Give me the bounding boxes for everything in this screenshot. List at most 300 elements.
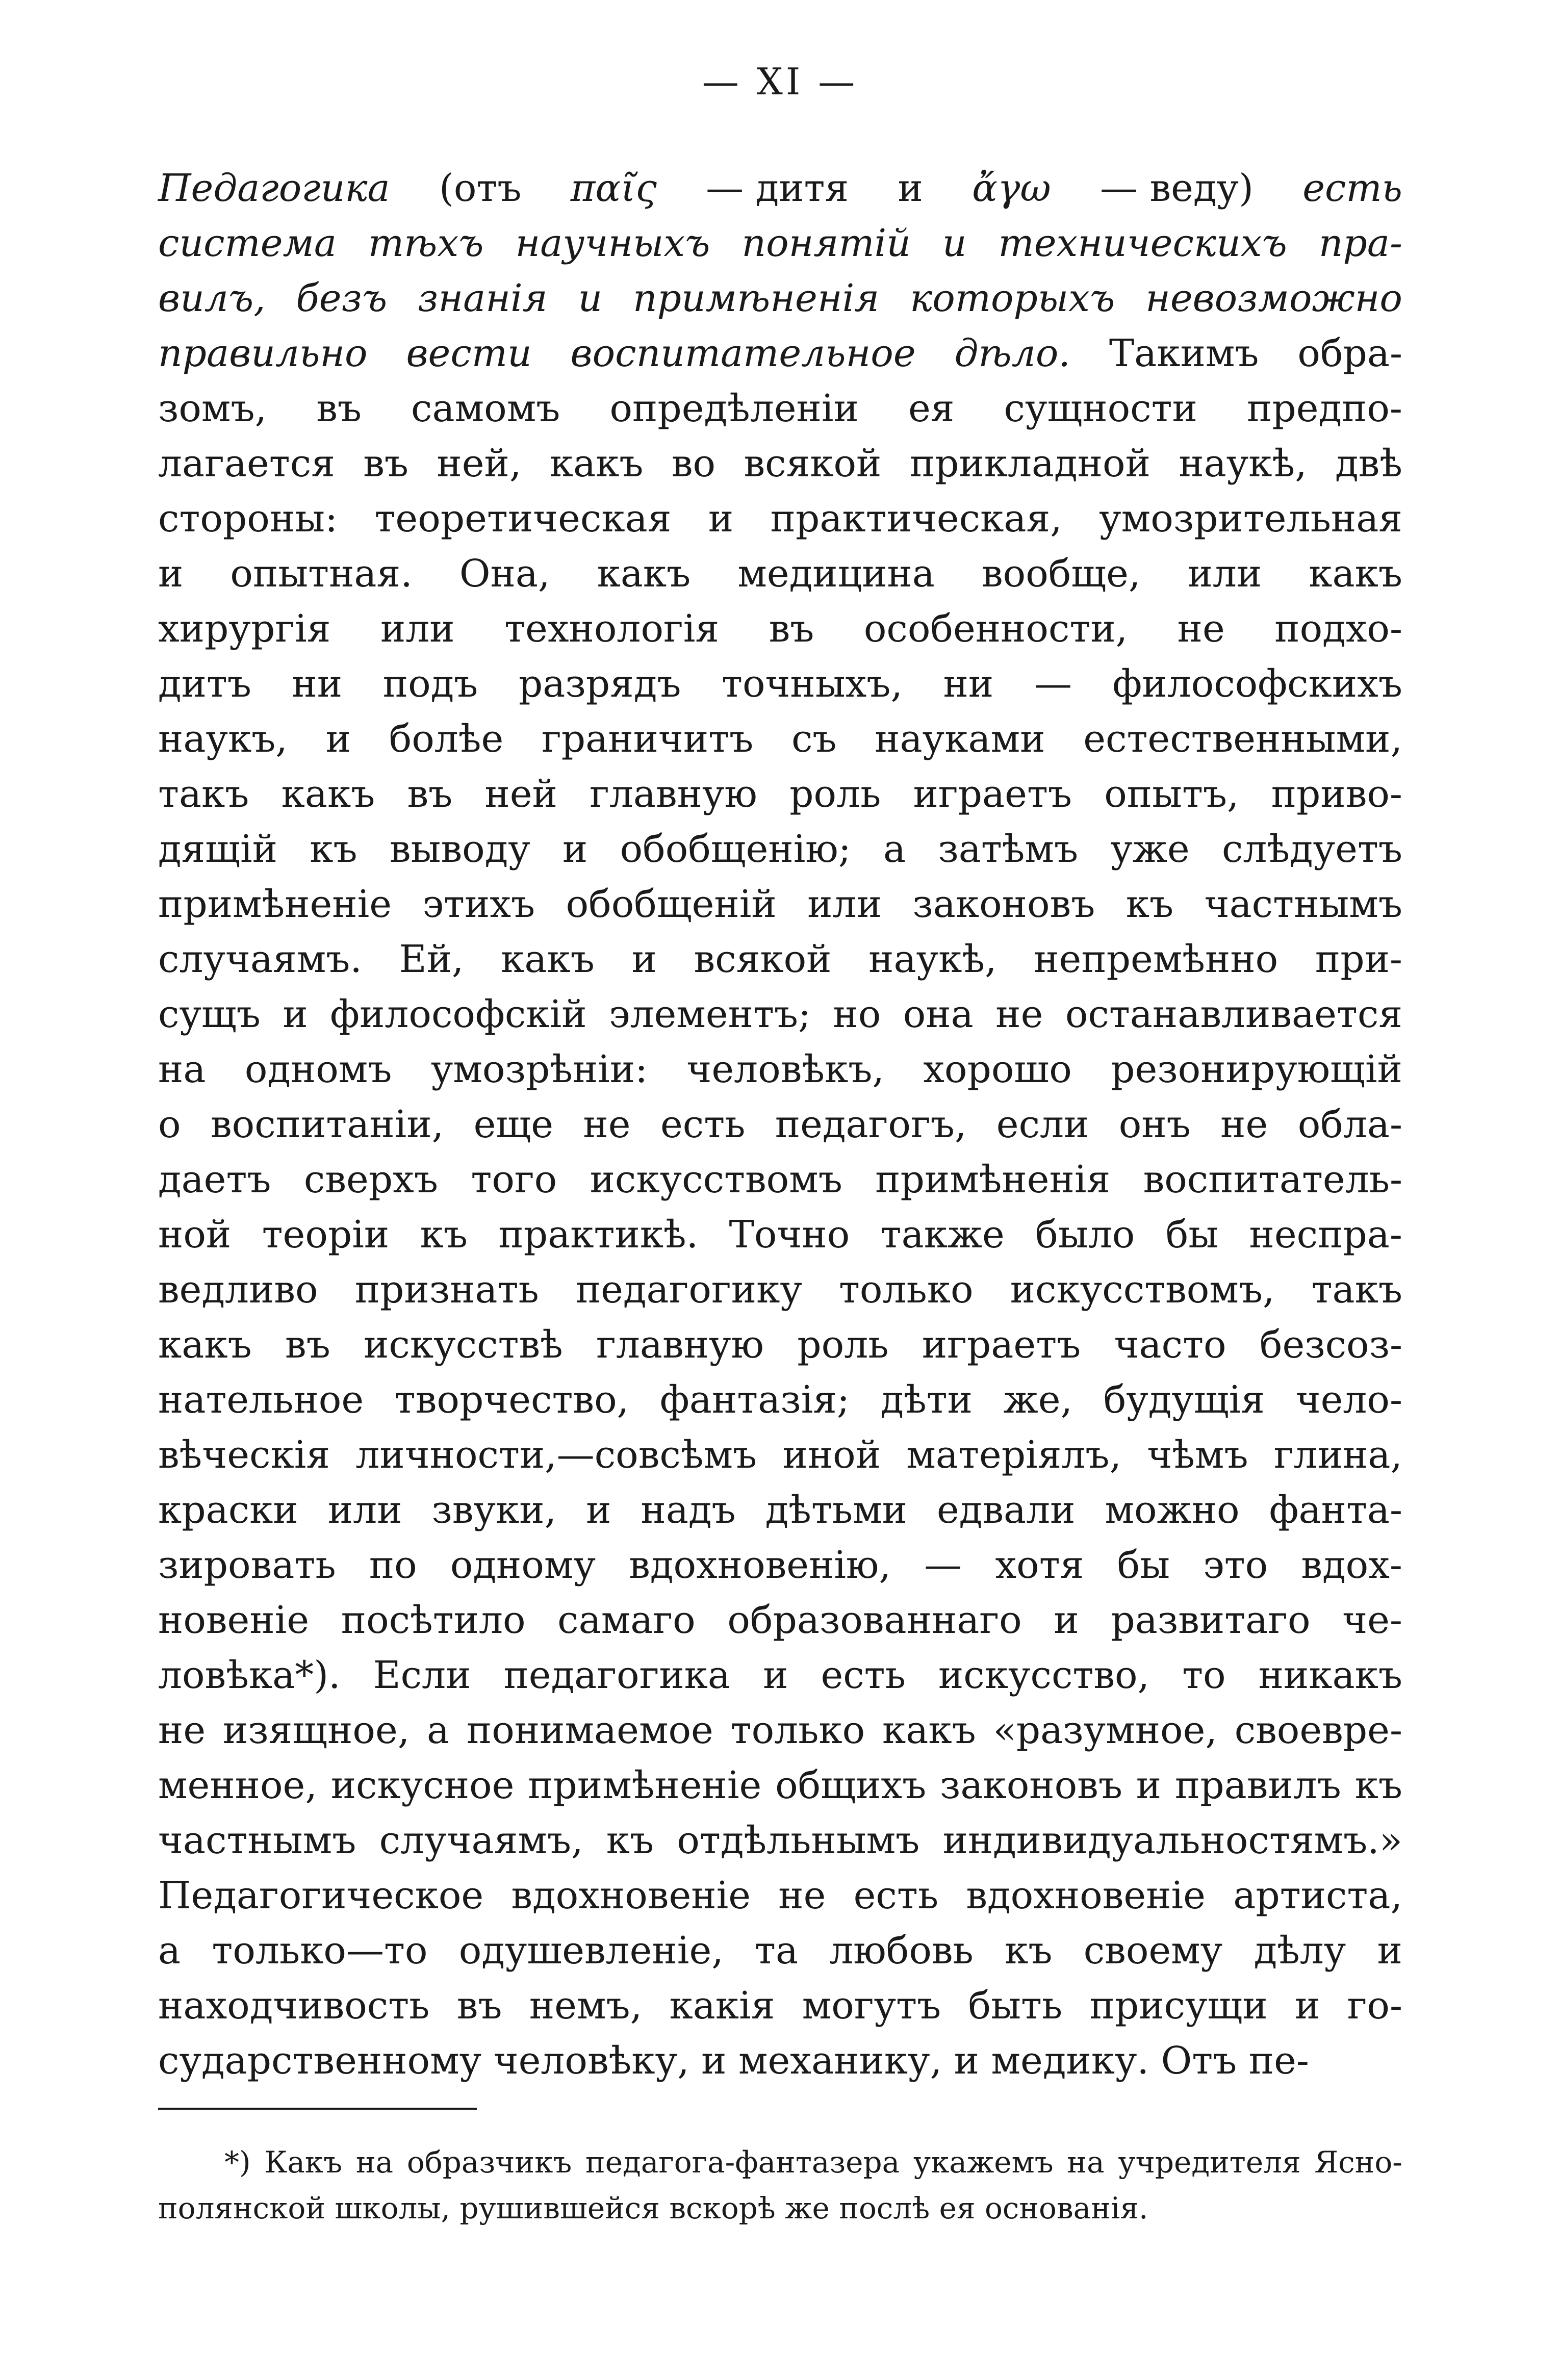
- word: не: [583, 1103, 631, 1146]
- word: опытная.: [230, 552, 413, 596]
- word: и: [562, 827, 588, 871]
- word: посѣтило: [341, 1598, 526, 1642]
- text-line: [158, 601, 1402, 656]
- word: о: [158, 1103, 181, 1146]
- word: законовъ: [940, 1763, 1122, 1807]
- word: — веду): [1099, 166, 1254, 210]
- word: не: [1220, 1103, 1268, 1146]
- word: присущи: [1089, 1984, 1268, 2028]
- word: образчикъ: [406, 2145, 572, 2180]
- word: и: [954, 2039, 991, 2083]
- word: человѣку,: [493, 2039, 702, 2083]
- word: искусствомъ: [590, 1158, 842, 1201]
- word: и: [942, 221, 967, 265]
- word: теоріи: [262, 1213, 390, 1257]
- word: та: [755, 1929, 799, 1973]
- word: какъ: [597, 552, 691, 596]
- text-line: [158, 1482, 1402, 1538]
- word: глина,: [1273, 1433, 1402, 1477]
- word: обра-: [1297, 331, 1402, 375]
- text-line: [158, 2185, 1402, 2231]
- word: не: [995, 992, 1043, 1036]
- word: вдохновеніе: [966, 1874, 1206, 1917]
- text-line: [158, 932, 1402, 987]
- word: или: [327, 1488, 402, 1532]
- word: развитаго: [1111, 1598, 1311, 1642]
- word: любовь: [829, 1929, 974, 1973]
- text-line: [158, 436, 1402, 491]
- word: будущія: [1103, 1378, 1265, 1422]
- word: безъ: [296, 276, 388, 320]
- word: предпо-: [1247, 387, 1402, 430]
- text-line: [158, 711, 1402, 766]
- word: вѣческія: [158, 1433, 330, 1477]
- word: звуки,: [431, 1488, 557, 1532]
- word: и: [586, 1488, 611, 1532]
- word: педагогику: [575, 1268, 802, 1312]
- word: ея: [939, 2191, 985, 2225]
- word: хорошо: [923, 1047, 1072, 1091]
- footnote-separator: [158, 2108, 477, 2110]
- word: Точно: [729, 1213, 850, 1257]
- word: также: [880, 1213, 1005, 1257]
- word: механику,: [738, 2039, 954, 2083]
- word: неспра-: [1249, 1213, 1402, 1257]
- word: она: [903, 992, 974, 1036]
- text-line: [158, 1978, 1402, 2033]
- word: и: [1054, 1598, 1079, 1642]
- word: на: [158, 1047, 206, 1091]
- word: медику.: [991, 2039, 1161, 2083]
- word: пе-: [1248, 2039, 1309, 2083]
- word: но: [833, 992, 881, 1036]
- word: или: [380, 607, 455, 651]
- word: немъ,: [529, 1984, 643, 2028]
- word: въ: [363, 442, 409, 485]
- word: самомъ: [411, 387, 560, 430]
- word: дящій: [158, 827, 278, 871]
- word: научныхъ: [515, 221, 710, 265]
- word: бы: [1165, 1213, 1219, 1257]
- word: самаго: [557, 1598, 696, 1642]
- word: главную: [590, 772, 757, 816]
- word: ной: [158, 1213, 232, 1257]
- word: сущности: [1004, 387, 1197, 430]
- word: часто: [1114, 1323, 1226, 1367]
- word: менное,: [158, 1763, 317, 1807]
- word: граничитъ: [542, 717, 754, 761]
- word: искусство,: [938, 1653, 1150, 1697]
- word: того: [471, 1158, 557, 1201]
- text-line: [158, 1372, 1402, 1427]
- text-line: [158, 987, 1402, 1042]
- word: подхо-: [1274, 607, 1402, 651]
- word: или: [807, 882, 882, 926]
- text-line: [158, 381, 1402, 436]
- word: во: [671, 442, 716, 485]
- word: философскихъ: [1112, 662, 1402, 706]
- word: есть: [821, 1653, 906, 1697]
- word: играетъ: [913, 772, 1072, 816]
- word: какъ: [501, 937, 595, 981]
- word: и: [325, 717, 351, 761]
- word: хирургія: [158, 607, 331, 651]
- word: всякой: [744, 442, 882, 485]
- word: и: [898, 166, 923, 210]
- text-line: [158, 1262, 1402, 1317]
- word: основанія.: [984, 2191, 1148, 2225]
- word: если: [996, 1103, 1089, 1146]
- word: еще: [473, 1103, 553, 1146]
- word: двѣ: [1335, 442, 1402, 485]
- word: отдѣльнымъ: [677, 1819, 920, 1862]
- word: къ: [420, 1213, 468, 1257]
- word: случаямъ,: [379, 1819, 583, 1862]
- word: резонирующій: [1111, 1047, 1402, 1091]
- word: техническихъ: [998, 221, 1287, 265]
- word: практическая,: [770, 497, 1062, 541]
- word: быть: [968, 1984, 1063, 2028]
- word: какъ: [549, 442, 644, 485]
- word: чѣмъ: [1147, 1433, 1248, 1477]
- word: въ: [769, 607, 814, 651]
- word: вдохновенію,: [629, 1543, 891, 1587]
- word: которыхъ: [910, 276, 1115, 320]
- text-line: [158, 2033, 1402, 2088]
- word: учредителя: [1118, 2145, 1301, 2180]
- word: признать: [354, 1268, 539, 1312]
- word: есть: [853, 1874, 939, 1917]
- word: подъ: [382, 662, 478, 706]
- word: и: [1377, 1929, 1402, 1973]
- word: какъ: [158, 1323, 252, 1367]
- word: общихъ: [775, 1763, 927, 1807]
- word: своевре-: [1234, 1708, 1402, 1752]
- word: медицина: [737, 552, 935, 596]
- word: есть: [1302, 166, 1402, 210]
- word: понимаемое: [466, 1708, 713, 1752]
- word: наукѣ,: [1179, 442, 1307, 485]
- word: случаямъ.: [158, 937, 362, 981]
- word: понятій: [741, 221, 911, 265]
- text-line: [158, 326, 1402, 381]
- word: на: [355, 2145, 394, 2180]
- word: къ: [1354, 1763, 1402, 1807]
- word: и: [283, 992, 308, 1036]
- text-line: [158, 1758, 1402, 1813]
- word: чело-: [1295, 1378, 1402, 1422]
- word: воспитательное: [570, 331, 916, 375]
- word: въ: [407, 772, 453, 816]
- word: философскій: [330, 992, 587, 1036]
- word: и: [763, 1653, 788, 1697]
- word: только: [730, 1708, 865, 1752]
- word: и: [631, 937, 657, 981]
- word: а: [427, 1708, 450, 1752]
- word: останавливается: [1065, 992, 1402, 1036]
- word: фанта-: [1269, 1488, 1402, 1532]
- word: изящное,: [222, 1708, 410, 1752]
- word: приво-: [1271, 772, 1402, 816]
- word: творчество,: [394, 1378, 629, 1422]
- text-line: [158, 1427, 1402, 1482]
- word: какъ: [1309, 552, 1402, 596]
- text-line: [158, 1207, 1402, 1262]
- word: *): [224, 2145, 251, 2180]
- word: одномъ: [244, 1047, 392, 1091]
- word: бы: [1117, 1543, 1170, 1587]
- text-line: [158, 161, 1402, 216]
- word: вдох-: [1301, 1543, 1402, 1587]
- word: затѣмъ: [938, 827, 1079, 871]
- word: правильно: [158, 331, 368, 375]
- word: умозрѣніи:: [430, 1047, 648, 1091]
- word: безсоз-: [1259, 1323, 1402, 1367]
- word: че-: [1342, 1598, 1402, 1642]
- word: тѣхъ: [368, 221, 484, 265]
- word: ея: [908, 387, 955, 430]
- word: прикладной: [909, 442, 1150, 485]
- word: воспитатель-: [1143, 1158, 1402, 1201]
- word: такъ: [158, 772, 249, 816]
- word: было: [1035, 1213, 1135, 1257]
- text-line: [158, 2139, 1402, 2185]
- word: ней,: [437, 442, 522, 485]
- word: —: [924, 1543, 962, 1587]
- word: какія: [669, 1984, 775, 2028]
- word: ведливо: [158, 1268, 318, 1312]
- text-line: [158, 1923, 1402, 1978]
- word: по: [369, 1543, 417, 1587]
- text-line: [158, 1042, 1402, 1097]
- word: новеніе: [158, 1598, 310, 1642]
- word: то: [1182, 1653, 1226, 1697]
- word: умозрительная: [1099, 497, 1402, 541]
- word: Ей,: [399, 937, 464, 981]
- word: частнымъ: [158, 1819, 356, 1862]
- word: уже: [1110, 827, 1190, 871]
- word: одному: [450, 1543, 596, 1587]
- word: укажемъ: [913, 2145, 1054, 2180]
- word: —: [1034, 662, 1072, 706]
- word: педагога-фантазера: [585, 2145, 900, 2180]
- text-line: [158, 1868, 1402, 1923]
- word: къ: [1005, 1929, 1053, 1973]
- word: опредѣленіи: [609, 387, 859, 430]
- word: только: [838, 1268, 974, 1312]
- word: сущъ: [158, 992, 261, 1036]
- word: въ: [285, 1323, 330, 1367]
- word: иной: [782, 1433, 881, 1477]
- word: Педагогика: [158, 166, 390, 210]
- word: Какъ: [264, 2145, 343, 2180]
- word: едвали: [936, 1488, 1076, 1532]
- word: пра-: [1318, 221, 1402, 265]
- word: краски: [158, 1488, 298, 1532]
- word: ни: [292, 662, 343, 706]
- word: роль: [789, 772, 881, 816]
- word: παῖς: [570, 166, 657, 210]
- word: зомъ,: [158, 387, 267, 430]
- text-line: [158, 1648, 1402, 1703]
- word: науками: [875, 717, 1045, 761]
- word: естественными,: [1083, 717, 1402, 761]
- text-line: [158, 216, 1402, 271]
- word: стороны:: [158, 497, 338, 541]
- word: невозможно: [1145, 276, 1402, 320]
- text-line: [158, 1152, 1402, 1207]
- word: искусствѣ: [364, 1323, 563, 1367]
- word: находчивость: [158, 1984, 430, 2028]
- text-line: [158, 1593, 1402, 1648]
- word: примѣненія: [875, 1158, 1111, 1201]
- word: дѣти: [880, 1378, 973, 1422]
- body-paragraph: [158, 161, 1402, 2088]
- word: законовъ: [912, 882, 1095, 926]
- word: нательное: [158, 1378, 364, 1422]
- text-line: [158, 766, 1402, 822]
- word: знанія: [418, 276, 548, 320]
- word: образованнаго: [727, 1598, 1022, 1642]
- word: къ: [606, 1819, 654, 1862]
- word: къ: [310, 827, 357, 871]
- word: какъ: [281, 772, 375, 816]
- text-line: [158, 271, 1402, 326]
- word: примѣненіе: [158, 882, 392, 926]
- word: ловѣка*).: [158, 1653, 341, 1697]
- word: полянской: [158, 2191, 335, 2225]
- footnote: [158, 2139, 1402, 2231]
- word: опытъ,: [1104, 772, 1239, 816]
- text-line: [158, 491, 1402, 546]
- word: болѣе: [389, 717, 504, 761]
- word: фантазія;: [659, 1378, 850, 1422]
- word: или: [1187, 552, 1262, 596]
- word: главную: [596, 1323, 764, 1367]
- word: въ: [316, 387, 362, 430]
- word: особенности,: [863, 607, 1128, 651]
- word: ни: [943, 662, 994, 706]
- word: всякой: [694, 937, 832, 981]
- word: наукъ,: [158, 717, 288, 761]
- word: непремѣнно: [1034, 937, 1278, 981]
- word: обобщенію;: [620, 827, 851, 871]
- word: матеріялъ,: [906, 1433, 1122, 1477]
- text-line: [158, 1538, 1402, 1593]
- word: вскорѣ: [669, 2191, 785, 2225]
- word: это: [1203, 1543, 1268, 1587]
- text-line: [158, 546, 1402, 601]
- word: человѣкъ,: [686, 1047, 884, 1091]
- word: Педагогическое: [158, 1874, 484, 1917]
- word: а: [158, 1929, 181, 1973]
- word: элементъ;: [609, 992, 811, 1036]
- word: частнымъ: [1204, 882, 1402, 926]
- text-line: [158, 877, 1402, 932]
- word: и: [578, 276, 603, 320]
- word: искусствомъ,: [1010, 1268, 1275, 1312]
- word: обла-: [1297, 1103, 1402, 1146]
- word: артиста,: [1233, 1874, 1402, 1917]
- word: го-: [1347, 1984, 1402, 2028]
- word: технологія: [504, 607, 720, 651]
- word: наукѣ,: [868, 937, 997, 981]
- word: лагается: [158, 442, 335, 485]
- word: — дитя: [706, 166, 849, 210]
- word: Такимъ: [1109, 331, 1259, 375]
- word: точныхъ,: [722, 662, 903, 706]
- word: не: [1177, 607, 1225, 651]
- word: не: [158, 1708, 206, 1752]
- word: слѣдуетъ: [1221, 827, 1402, 871]
- word: ней: [484, 772, 557, 816]
- word: и: [701, 2039, 738, 2083]
- word: сударственному: [158, 2039, 494, 2083]
- word: зировать: [158, 1543, 336, 1587]
- word: хотя: [995, 1543, 1084, 1587]
- text-line: [158, 822, 1402, 877]
- word: выводу: [389, 827, 530, 871]
- word: личности,—совсѣмъ: [355, 1433, 757, 1477]
- word: даетъ: [158, 1158, 271, 1201]
- word: Если: [373, 1653, 471, 1697]
- word: система: [158, 221, 337, 265]
- word: никакъ: [1258, 1653, 1402, 1697]
- word: обобщеній: [566, 882, 777, 926]
- word: рушившейся: [459, 2191, 670, 2225]
- word: одушевленіе,: [458, 1929, 724, 1973]
- word: въ: [456, 1984, 502, 2028]
- word: (отъ: [439, 166, 522, 210]
- word: сверхъ: [303, 1158, 438, 1201]
- word: и: [708, 497, 734, 541]
- word: теоретическая: [374, 497, 672, 541]
- word: своему: [1083, 1929, 1223, 1973]
- word: и: [158, 552, 184, 596]
- word: индивидуальностямъ.»: [942, 1819, 1402, 1862]
- word: примѣненіе: [528, 1763, 762, 1807]
- text-line: [158, 656, 1402, 711]
- word: вилъ,: [158, 276, 266, 320]
- text-line: [158, 1813, 1402, 1868]
- word: такъ: [1311, 1268, 1402, 1312]
- word: же,: [1003, 1378, 1073, 1422]
- word: съ: [791, 717, 837, 761]
- word: Ясно-: [1314, 2145, 1402, 2180]
- word: только—то: [212, 1929, 428, 1973]
- word: практикѣ.: [498, 1213, 699, 1257]
- word: дитъ: [158, 662, 251, 706]
- word: же: [785, 2191, 839, 2225]
- text-line: [158, 1317, 1402, 1372]
- text-line: [158, 1097, 1402, 1152]
- word: не: [778, 1874, 826, 1917]
- word: при-: [1315, 937, 1402, 981]
- word: искусное: [330, 1763, 515, 1807]
- word: дѣло.: [954, 331, 1070, 375]
- word: и: [1136, 1763, 1162, 1807]
- word: «разумное,: [993, 1708, 1217, 1752]
- word: можно: [1105, 1488, 1240, 1532]
- word: школы,: [335, 2191, 460, 2225]
- word: есть: [660, 1103, 746, 1146]
- word: какъ: [882, 1708, 976, 1752]
- word: и: [1294, 1984, 1320, 2028]
- word: онъ: [1118, 1103, 1191, 1146]
- word: могутъ: [802, 1984, 941, 2028]
- word: дѣлу: [1254, 1929, 1346, 1973]
- word: на: [1067, 2145, 1105, 2180]
